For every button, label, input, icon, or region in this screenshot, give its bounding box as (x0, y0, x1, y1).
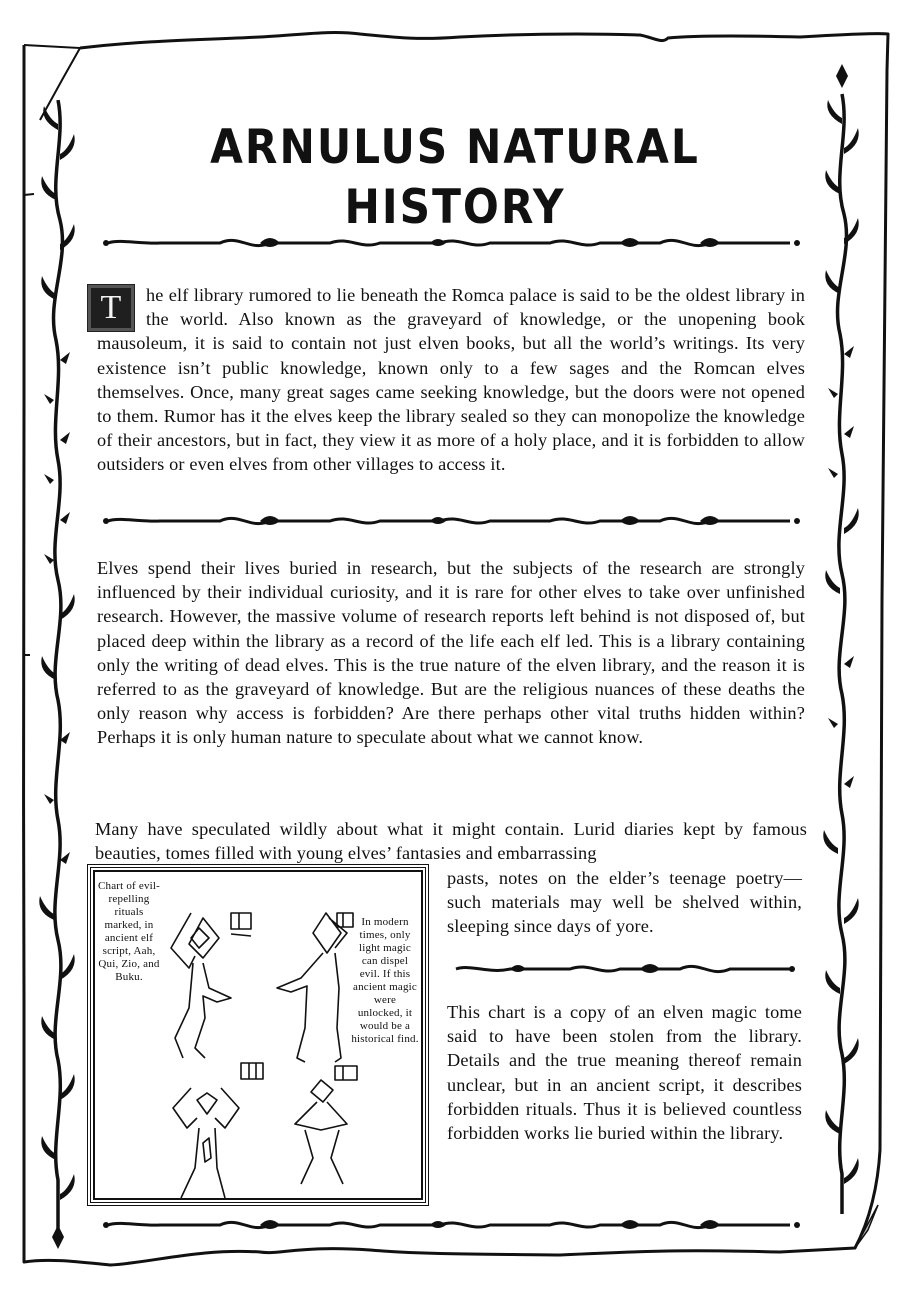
speculation-paragraph-lead: Many have speculated wildly about what it might contain. Lurid diaries kept by famous beauties, tomes filled with young elves’ fantasies and embarrassing (95, 819, 807, 864)
ritual-figure-qui (277, 913, 353, 1062)
page-title: ARNULUS NATURAL HISTORY (210, 120, 700, 235)
intro-paragraph (97, 283, 805, 477)
speculation-paragraph-tail: pasts, notes on the elder’s teenage poetry—such materials may well be shelved within, sleeping since days of yore. (447, 868, 802, 937)
chart-caption-right: In modern times, only light magic can dispel evil. If this ancient magic were unlocked, it would be a historical find. (351, 916, 419, 1045)
ritual-chart-illustration (87, 864, 429, 1206)
chart-description-paragraph: This chart is a copy of an elven magic tome said to have been stolen from the library. Details and the true meaning thereof remain unclear, but in an ancient script, it describes forbidden rituals. Thus it is believed countless forbidden works lie buried within the library. (447, 1002, 802, 1144)
ornamental-divider-middle (100, 512, 805, 530)
ornamental-divider-top (100, 234, 805, 252)
left-vine-ornament (38, 100, 78, 1250)
research-paragraph: Elves spend their lives buried in research, but the subjects of the research are strongly influenced by their individual curiosity, and it is rare for other elves to take over unfinished research. However, the massive volume of research reports left behind is not disposed of, but placed deep within the library as a record of the life each elf led. This is a library containing only the writing of dead elves. This is the true nature of the elven library, and the reason it is referred to as the graveyard of knowledge. But are the religious nuances of these deaths the only reason why access is forbidden? Are there perhaps other vital truths hidden within? Perhaps it is only human nature to speculate about what we cannot know. (97, 558, 805, 748)
right-vine-ornament (822, 64, 862, 1214)
chart-caption-left: Chart of evil-repelling rituals marked, in ancient elf script, Aah, Qui, Zio, and Buku. (97, 880, 161, 983)
ritual-figure-buku (295, 1066, 357, 1184)
intro-paragraph-text: he elf library rumored to lie beneath the Romca palace is said to be the oldest library in the world. Also known as the graveyard of knowledge, or the unopening book mausoleum, it is said to contain not just elven books, but all the world’s writings. Its very existence isn’t public knowledge, known only to a few sages and the Romcan elves themselves. Once, many great sages came seeking knowledge, but the doors were not opened to them. Rumor has it the elves keep the library sealed so they can monopolize the knowledge of their ancestors, but in fact, they view it as more of a holy place, and it is forbidden to allow outsiders or even elves from other villages to access it. (97, 285, 805, 475)
drop-cap: T (88, 285, 134, 331)
ritual-figure-aah (171, 913, 251, 1058)
ornamental-divider-short (450, 960, 800, 978)
ritual-figure-zio (173, 1063, 263, 1198)
ornamental-divider-bottom (100, 1216, 805, 1234)
